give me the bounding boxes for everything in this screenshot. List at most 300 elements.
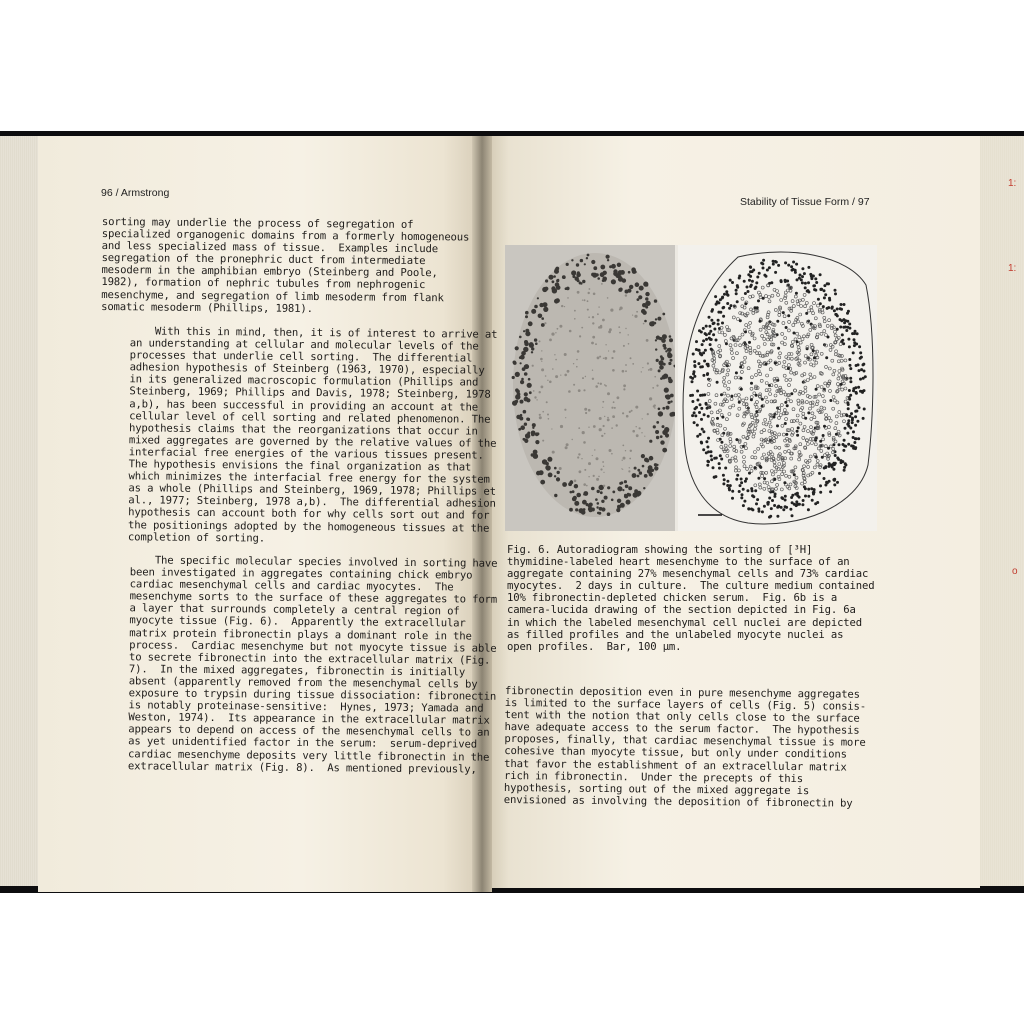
text-line: appears to depend on access of the mesenchymal cells to an xyxy=(128,724,490,740)
open-profile xyxy=(733,445,736,448)
labeled-nucleus xyxy=(555,332,556,333)
filled-profile xyxy=(854,424,857,427)
labeled-nucleus xyxy=(612,369,615,372)
labeled-nucleus xyxy=(539,470,544,475)
labeled-nucleus xyxy=(565,287,568,290)
filled-profile xyxy=(756,498,759,501)
open-profile xyxy=(736,318,739,321)
open-profile xyxy=(765,382,768,385)
open-profile xyxy=(784,439,787,442)
labeled-nucleus xyxy=(625,485,629,489)
labeled-nucleus xyxy=(605,344,606,345)
open-profile xyxy=(813,302,816,305)
labeled-nucleus xyxy=(519,336,522,339)
labeled-nucleus xyxy=(617,499,621,503)
labeled-nucleus xyxy=(645,292,649,296)
open-profile xyxy=(829,389,832,392)
labeled-nucleus xyxy=(602,407,603,408)
filled-profile xyxy=(712,466,715,469)
filled-profile xyxy=(863,370,866,373)
open-profile xyxy=(790,400,793,403)
labeled-nucleus xyxy=(604,384,606,386)
open-profile xyxy=(807,430,810,433)
filled-profile xyxy=(740,481,743,484)
labeled-nucleus xyxy=(515,400,518,403)
filled-profile xyxy=(745,477,748,480)
open-profile xyxy=(741,333,744,336)
labeled-nucleus xyxy=(557,328,559,330)
labeled-nucleus xyxy=(533,390,535,392)
filled-profile xyxy=(791,501,794,504)
labeled-nucleus xyxy=(578,389,581,392)
open-profile xyxy=(793,372,796,375)
filled-profile xyxy=(847,443,850,446)
labeled-nucleus xyxy=(581,510,586,515)
open-profile xyxy=(767,486,770,489)
filled-profile xyxy=(705,402,708,405)
labeled-nucleus xyxy=(611,453,613,455)
labeled-nucleus xyxy=(566,263,569,266)
labeled-nucleus xyxy=(654,299,657,302)
filled-profile xyxy=(726,302,729,305)
filled-profile xyxy=(747,507,750,510)
labeled-nucleus xyxy=(572,439,573,440)
labeled-nucleus xyxy=(606,255,610,259)
filled-profile xyxy=(851,332,854,335)
filled-profile xyxy=(844,462,847,465)
filled-profile xyxy=(776,424,779,427)
filled-profile xyxy=(695,340,698,343)
filled-profile xyxy=(773,495,776,498)
labeled-nucleus xyxy=(599,356,601,358)
labeled-nucleus xyxy=(531,432,535,436)
open-profile xyxy=(768,296,771,299)
labeled-nucleus xyxy=(654,376,656,378)
labeled-nucleus xyxy=(611,279,616,284)
filled-profile xyxy=(775,261,778,264)
labeled-nucleus xyxy=(549,339,552,342)
labeled-nucleus xyxy=(617,263,621,267)
labeled-nucleus xyxy=(603,466,604,467)
filled-profile xyxy=(763,505,766,508)
filled-profile xyxy=(700,331,703,334)
open-profile xyxy=(778,356,781,359)
open-profile xyxy=(754,456,757,459)
filled-profile xyxy=(702,374,705,377)
filled-profile xyxy=(782,311,785,314)
filled-profile xyxy=(814,502,817,505)
open-profile xyxy=(829,419,832,422)
labeled-nucleus xyxy=(609,328,612,331)
labeled-nucleus xyxy=(639,286,644,291)
labeled-nucleus xyxy=(525,315,528,318)
open-profile xyxy=(757,346,760,349)
open-profile xyxy=(832,407,835,410)
filled-profile xyxy=(750,382,753,385)
filled-profile xyxy=(731,497,734,500)
labeled-nucleus xyxy=(658,369,661,372)
filled-profile xyxy=(746,489,749,492)
filled-profile xyxy=(761,262,764,265)
filled-profile xyxy=(848,327,851,330)
labeled-nucleus xyxy=(513,361,517,365)
labeled-nucleus xyxy=(632,473,637,478)
labeled-nucleus xyxy=(539,391,541,393)
labeled-nucleus xyxy=(577,456,579,458)
text-line: hypothesis can account both for why cells sort out and for xyxy=(128,506,490,522)
labeled-nucleus xyxy=(625,294,627,296)
labeled-nucleus xyxy=(611,499,614,502)
open-profile xyxy=(814,317,817,320)
labeled-nucleus xyxy=(649,397,652,400)
open-profile xyxy=(743,415,746,418)
labeled-nucleus xyxy=(568,390,571,393)
labeled-nucleus xyxy=(632,430,635,433)
filled-profile xyxy=(857,386,860,389)
filled-profile xyxy=(694,414,697,417)
open-profile xyxy=(838,411,841,414)
open-profile xyxy=(761,457,764,460)
labeled-nucleus xyxy=(641,371,642,372)
labeled-nucleus xyxy=(539,414,541,416)
open-profile xyxy=(785,418,788,421)
labeled-nucleus xyxy=(592,370,593,371)
labeled-nucleus xyxy=(625,450,626,451)
text-line: proposes, finally, that cardiac mesenchymal tissue is more xyxy=(504,733,866,750)
text-line: absent (apparently removed from the mesenchymal cells by xyxy=(128,675,478,691)
labeled-nucleus xyxy=(569,508,573,512)
filled-profile xyxy=(843,466,846,469)
filled-profile xyxy=(735,371,738,374)
open-profile xyxy=(775,384,778,387)
labeled-nucleus xyxy=(656,436,659,439)
open-profile xyxy=(779,352,782,355)
labeled-nucleus xyxy=(625,328,626,329)
labeled-nucleus xyxy=(602,461,604,463)
filled-profile xyxy=(769,515,772,518)
filled-profile xyxy=(786,404,789,407)
open-profile xyxy=(763,487,766,490)
labeled-nucleus xyxy=(524,365,528,369)
labeled-nucleus xyxy=(582,431,585,434)
filled-profile xyxy=(700,353,703,356)
open-profile xyxy=(843,420,846,423)
open-profile xyxy=(778,433,781,436)
filled-profile xyxy=(694,365,697,368)
filled-profile xyxy=(807,266,810,269)
filled-profile xyxy=(819,273,822,276)
labeled-nucleus xyxy=(600,491,603,494)
filled-profile xyxy=(700,418,703,421)
filled-profile xyxy=(707,450,710,453)
labeled-nucleus xyxy=(574,318,576,320)
caption-line: camera-lucida drawing of the section depicted in Fig. 6a xyxy=(507,604,856,617)
filled-profile xyxy=(738,490,741,493)
labeled-nucleus xyxy=(607,417,609,419)
text-line: cardiac mesenchyme deposits very little fibronectin in the xyxy=(128,748,490,764)
open-profile xyxy=(804,355,807,358)
text-line: to secrete fibronectin into the extracellular matrix (Fig. xyxy=(128,651,491,667)
labeled-nucleus xyxy=(549,275,554,280)
labeled-nucleus xyxy=(596,457,599,460)
labeled-nucleus xyxy=(655,430,659,434)
filled-profile xyxy=(784,422,787,425)
open-profile xyxy=(794,466,797,469)
open-profile xyxy=(724,340,727,343)
labeled-nucleus xyxy=(662,375,666,379)
filled-profile xyxy=(699,433,702,436)
open-profile xyxy=(833,369,836,372)
open-profile xyxy=(787,329,790,332)
open-profile xyxy=(713,360,716,363)
filled-profile xyxy=(703,360,706,363)
filled-profile xyxy=(827,282,830,285)
labeled-nucleus xyxy=(635,406,638,409)
labeled-nucleus xyxy=(611,357,613,359)
filled-profile xyxy=(770,507,773,510)
filled-profile xyxy=(823,289,826,292)
filled-profile xyxy=(757,299,760,302)
labeled-nucleus xyxy=(597,512,600,515)
open-profile xyxy=(798,336,801,339)
open-profile xyxy=(803,335,806,338)
labeled-nucleus xyxy=(603,279,606,282)
filled-profile xyxy=(721,322,724,325)
filled-profile xyxy=(755,410,758,413)
filled-profile xyxy=(783,481,786,484)
open-profile xyxy=(747,326,750,329)
labeled-nucleus xyxy=(609,265,612,268)
labeled-nucleus xyxy=(524,423,527,426)
filled-profile xyxy=(773,478,776,481)
open-profile xyxy=(795,371,798,374)
labeled-nucleus xyxy=(542,459,547,464)
open-profile xyxy=(782,391,785,394)
open-profile xyxy=(780,299,783,302)
labeled-nucleus xyxy=(539,340,541,342)
filled-profile xyxy=(739,319,742,322)
labeled-nucleus xyxy=(580,259,583,262)
labeled-nucleus xyxy=(527,383,532,388)
labeled-nucleus xyxy=(622,412,624,414)
labeled-nucleus xyxy=(594,449,595,450)
labeled-nucleus xyxy=(623,457,626,460)
filled-profile xyxy=(843,469,846,472)
labeled-nucleus xyxy=(655,348,657,350)
caption-line: as filled profiles and the unlabeled myocyte nuclei as xyxy=(507,628,844,641)
open-profile xyxy=(763,343,766,346)
open-profile xyxy=(724,384,727,387)
open-profile xyxy=(740,370,743,373)
text-line: exposure to trypsin during tissue dissociation: fibronectin xyxy=(128,687,497,704)
open-profile xyxy=(811,401,814,404)
filled-profile xyxy=(739,366,742,369)
open-profile xyxy=(749,465,752,468)
filled-profile xyxy=(824,484,827,487)
labeled-nucleus xyxy=(599,428,602,431)
open-profile xyxy=(832,447,835,450)
filled-profile xyxy=(744,330,747,333)
filled-profile xyxy=(784,505,787,508)
open-profile xyxy=(841,388,844,391)
open-profile xyxy=(825,414,828,417)
text-line: which minimizes the interfacial free energy for the system xyxy=(128,470,490,486)
labeled-nucleus xyxy=(629,467,630,468)
filled-profile xyxy=(798,277,801,280)
filled-profile xyxy=(834,289,837,292)
open-profile xyxy=(778,446,781,449)
text-line: process. Cardiac mesenchyme but not myocyte tissue is able xyxy=(129,639,497,655)
open-profile xyxy=(797,399,800,402)
labeled-nucleus xyxy=(646,284,649,287)
labeled-nucleus xyxy=(668,348,672,352)
filled-profile xyxy=(712,322,715,325)
filled-profile xyxy=(762,267,765,270)
open-profile xyxy=(730,352,733,355)
open-profile xyxy=(785,474,788,477)
text-line: mesenchyme sorts to the surface of these aggregates to form xyxy=(129,590,498,607)
labeled-nucleus xyxy=(587,309,589,311)
filled-profile xyxy=(804,417,807,420)
filled-profile xyxy=(794,271,797,274)
filled-profile xyxy=(714,475,717,478)
open-profile xyxy=(762,453,765,456)
labeled-nucleus xyxy=(629,458,631,460)
filled-profile xyxy=(707,415,710,418)
filled-profile xyxy=(698,411,701,414)
open-profile xyxy=(766,400,769,403)
open-profile xyxy=(805,301,808,304)
open-profile xyxy=(817,447,820,450)
filled-profile xyxy=(813,356,816,359)
filled-profile xyxy=(714,295,717,298)
filled-profile xyxy=(859,351,862,354)
open-profile xyxy=(769,417,772,420)
filled-profile xyxy=(836,328,839,331)
labeled-nucleus xyxy=(597,382,599,384)
labeled-nucleus xyxy=(601,283,603,285)
open-profile xyxy=(816,385,819,388)
filled-profile xyxy=(821,456,824,459)
labeled-nucleus xyxy=(650,322,655,327)
right-page-body xyxy=(504,685,865,810)
labeled-nucleus xyxy=(628,271,631,274)
labeled-nucleus xyxy=(546,401,548,403)
open-profile xyxy=(809,328,812,331)
open-profile xyxy=(832,373,835,376)
labeled-nucleus xyxy=(566,443,569,446)
labeled-nucleus xyxy=(656,359,659,362)
labeled-nucleus xyxy=(592,455,593,456)
text-line: Weston, 1974). Its appearance in the extracellular matrix xyxy=(128,711,490,728)
labeled-nucleus xyxy=(604,496,608,500)
open-profile xyxy=(771,473,774,476)
filled-profile xyxy=(762,297,765,300)
filled-profile xyxy=(843,321,846,324)
labeled-nucleus xyxy=(607,259,609,261)
labeled-nucleus xyxy=(587,300,589,302)
labeled-nucleus xyxy=(600,265,605,270)
open-profile xyxy=(802,429,805,432)
filled-profile xyxy=(790,496,793,499)
left-page-edges xyxy=(0,136,40,886)
labeled-nucleus xyxy=(613,401,615,403)
open-profile xyxy=(800,305,803,308)
labeled-nucleus xyxy=(578,453,580,455)
open-profile xyxy=(717,351,720,354)
filled-profile xyxy=(751,508,754,511)
open-profile xyxy=(799,443,802,446)
filled-profile xyxy=(712,333,715,336)
labeled-nucleus xyxy=(574,484,578,488)
filled-profile xyxy=(740,388,743,391)
open-profile xyxy=(792,305,795,308)
text-line: cellular level of cell sorting and related phenomenon. The xyxy=(129,409,491,426)
filled-profile xyxy=(705,325,708,328)
labeled-nucleus xyxy=(668,362,671,365)
filled-profile xyxy=(847,338,850,341)
open-profile xyxy=(743,465,746,468)
labeled-nucleus xyxy=(583,389,585,391)
labeled-nucleus xyxy=(589,503,593,507)
labeled-nucleus xyxy=(518,417,520,419)
labeled-nucleus xyxy=(586,485,588,487)
open-profile xyxy=(813,376,816,379)
labeled-nucleus xyxy=(609,449,612,452)
open-profile xyxy=(771,294,774,297)
labeled-nucleus xyxy=(670,400,672,402)
filled-profile xyxy=(836,308,839,311)
open-profile xyxy=(784,450,787,453)
filled-profile xyxy=(805,312,808,315)
labeled-nucleus xyxy=(635,282,640,287)
labeled-nucleus xyxy=(604,416,605,417)
filled-profile xyxy=(716,381,719,384)
labeled-nucleus xyxy=(532,365,534,367)
filled-profile xyxy=(742,504,745,507)
labeled-nucleus xyxy=(599,417,602,420)
labeled-nucleus xyxy=(625,290,629,294)
text-line: myocyte tissue (Fig. 6). Apparently the extracellular xyxy=(129,615,466,631)
open-profile xyxy=(835,415,838,418)
filled-profile xyxy=(823,477,826,480)
labeled-nucleus xyxy=(629,411,631,413)
open-profile xyxy=(737,469,740,472)
filled-profile xyxy=(822,434,825,437)
filled-profile xyxy=(770,281,773,284)
labeled-nucleus xyxy=(597,490,600,493)
filled-profile xyxy=(843,439,846,442)
open-profile xyxy=(754,403,757,406)
filled-profile xyxy=(819,484,822,487)
open-profile xyxy=(728,413,731,416)
labeled-nucleus xyxy=(625,364,627,366)
open-profile xyxy=(783,470,786,473)
labeled-nucleus xyxy=(534,305,538,309)
filled-profile xyxy=(832,443,835,446)
filled-profile xyxy=(748,341,751,344)
labeled-nucleus xyxy=(585,412,587,414)
labeled-nucleus xyxy=(519,356,522,359)
filled-profile xyxy=(701,428,704,431)
filled-profile xyxy=(784,280,787,283)
filled-profile xyxy=(689,376,692,379)
filled-profile xyxy=(700,441,703,444)
filled-profile xyxy=(711,308,714,311)
filled-profile xyxy=(842,443,845,446)
filled-profile xyxy=(723,293,726,296)
filled-profile xyxy=(755,502,758,505)
